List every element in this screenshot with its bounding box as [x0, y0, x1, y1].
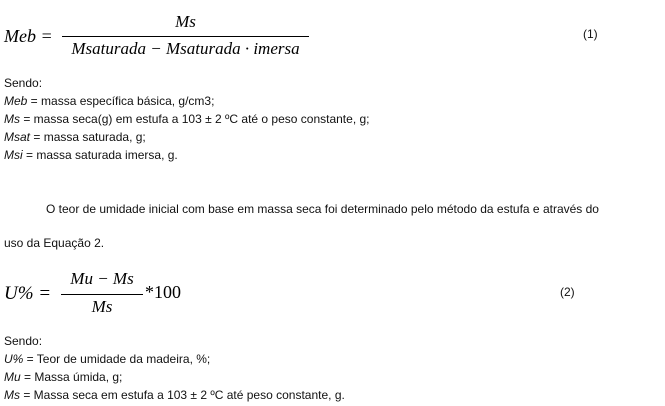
legend-text: = massa saturada, g;	[30, 130, 146, 144]
legend-1-heading: Sendo:	[4, 76, 43, 90]
equation-2-lhs: U% =	[4, 283, 52, 304]
legend-text: = massa saturada imersa, g.	[22, 148, 178, 162]
legend-symbol: Mu	[4, 370, 21, 384]
legend-symbol: Msi	[4, 148, 23, 162]
legend-text: = Massa úmida, g;	[20, 370, 123, 384]
legend-symbol: Meb	[4, 94, 28, 108]
legend-symbol: Msat	[4, 130, 31, 144]
paragraph-line-1: O teor de umidade inicial com base em massa seca foi determinado pelo método da estufa e através do	[46, 202, 599, 216]
equation-1-lhs: Meb =	[4, 26, 53, 46]
legend-text: = massa específica básica, g/cm3;	[27, 94, 215, 108]
equation-2-multiplier: *100	[145, 282, 181, 302]
equation-1-number: (1)	[583, 27, 598, 41]
paragraph-line-2: uso da Equação 2.	[4, 236, 105, 250]
legend-text: = Massa seca em estufa a 103 ± 2 ºC até peso constante, g.	[20, 388, 345, 402]
fraction-bar	[62, 36, 309, 37]
equation-2	[4, 266, 624, 318]
equation-2-number: (2)	[560, 285, 575, 299]
legend-1-item	[4, 148, 178, 162]
legend-1-item	[4, 94, 214, 108]
equation-1-fraction	[62, 12, 309, 58]
legend-2-item	[4, 352, 210, 366]
legend-1-item	[4, 130, 146, 144]
legend-symbol: Ms	[4, 112, 20, 126]
equation-2-numerator: Mu − Ms	[70, 269, 134, 288]
legend-symbol: Ms	[4, 388, 20, 402]
equation-1	[4, 10, 624, 60]
legend-2-item	[4, 388, 345, 402]
legend-1-item	[4, 112, 370, 126]
legend-2-heading: Sendo:	[4, 334, 43, 348]
legend-text: = massa seca(g) em estufa a 103 ± 2 ºC até o peso constante, g;	[20, 112, 370, 126]
equation-1-numerator: Ms	[175, 12, 196, 31]
legend-2-item	[4, 370, 122, 384]
legend-symbol: U%	[4, 352, 24, 366]
equation-1-denominator: Msaturada − Msaturada · imersa	[71, 39, 300, 58]
equation-2-fraction	[61, 269, 143, 315]
fraction-bar	[61, 294, 143, 295]
legend-text: = Teor de umidade da madeira, %;	[23, 352, 211, 366]
equation-2-denominator: Ms	[91, 297, 113, 316]
